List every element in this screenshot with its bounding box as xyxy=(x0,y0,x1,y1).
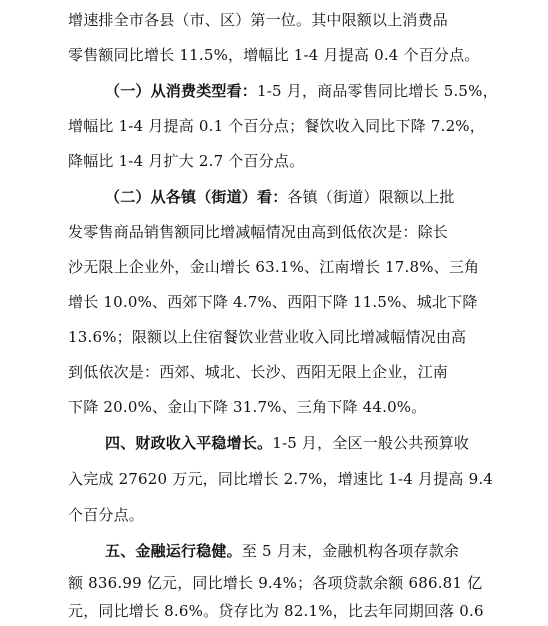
section-heading: （二）从各镇（街道）看： xyxy=(105,188,288,206)
paragraph-text: 额 836.99 亿元，同比增长 9.4%；各项贷款余额 686.81 亿 xyxy=(68,574,483,592)
paragraph-text: 到低依次是：西郊、城北、长沙、西阳无限上企业，江南 xyxy=(68,363,449,381)
paragraph-text: 各镇（街道）限额以上批 xyxy=(287,188,455,206)
paragraph-text: 降幅比 1-4 月扩大 2.7 个百分点。 xyxy=(68,152,305,170)
paragraph-line xyxy=(68,568,548,598)
paragraph-line xyxy=(68,322,548,352)
paragraph-text: 增速排全市各县（市、区）第一位。其中限额以上消费品 xyxy=(68,11,449,29)
paragraph-line xyxy=(105,76,548,106)
paragraph-text: 至 5 月末，金融机构各项存款余 xyxy=(241,542,460,560)
paragraph-line xyxy=(68,40,548,70)
paragraph-line xyxy=(68,287,548,317)
paragraph-line xyxy=(68,252,548,282)
paragraph-line xyxy=(68,146,548,176)
paragraph-text: 个百分点。 xyxy=(68,506,145,524)
paragraph-text: 1-5 月，全区一般公共预算收 xyxy=(272,434,470,452)
paragraph-text: 增长 10.0%、西郊下降 4.7%、西阳下降 11.5%、城北下降 xyxy=(68,293,478,311)
section-heading: （一）从消费类型看： xyxy=(105,82,258,100)
paragraph-text: 零售额同比增长 11.5%，增幅比 1-4 月提高 0.4 个百分点。 xyxy=(68,46,480,64)
section-heading: 五、金融运行稳健。 xyxy=(105,542,242,560)
paragraph-text: 下降 20.0%、金山下降 31.7%、三角下降 44.0%。 xyxy=(68,398,427,416)
paragraph-text: 元，同比增长 8.6%。贷存比为 82.1%，比去年同期回落 0.6 xyxy=(68,602,484,620)
paragraph-line xyxy=(68,5,548,35)
paragraph-line xyxy=(68,464,548,494)
paragraph-line xyxy=(68,217,548,247)
paragraph-line xyxy=(68,596,548,626)
paragraph-line xyxy=(68,111,548,141)
paragraph-text: 13.6%；限额以上住宿餐饮业营业收入同比增减幅情况由高 xyxy=(68,328,467,346)
section-heading: 四、财政收入平稳增长。 xyxy=(105,434,273,452)
paragraph-text: 增幅比 1-4 月提高 0.1 个百分点；餐饮收入同比下降 7.2%， xyxy=(68,117,485,135)
paragraph-line xyxy=(105,182,548,212)
paragraph-line xyxy=(105,536,548,566)
paragraph-line xyxy=(68,500,548,530)
paragraph-line xyxy=(68,392,548,422)
paragraph-line xyxy=(68,357,548,387)
paragraph-text: 入完成 27620 万元，同比增长 2.7%，增速比 1-4 月提高 9.4 xyxy=(68,470,494,488)
paragraph-text: 沙无限上企业外，金山增长 63.1%、江南增长 17.8%、三角 xyxy=(68,258,480,276)
paragraph-text: 发零售商品销售额同比增减幅情况由高到低依次是：除长 xyxy=(68,223,449,241)
paragraph-line xyxy=(105,428,548,458)
paragraph-text: 1-5 月，商品零售同比增长 5.5%， xyxy=(257,82,498,100)
